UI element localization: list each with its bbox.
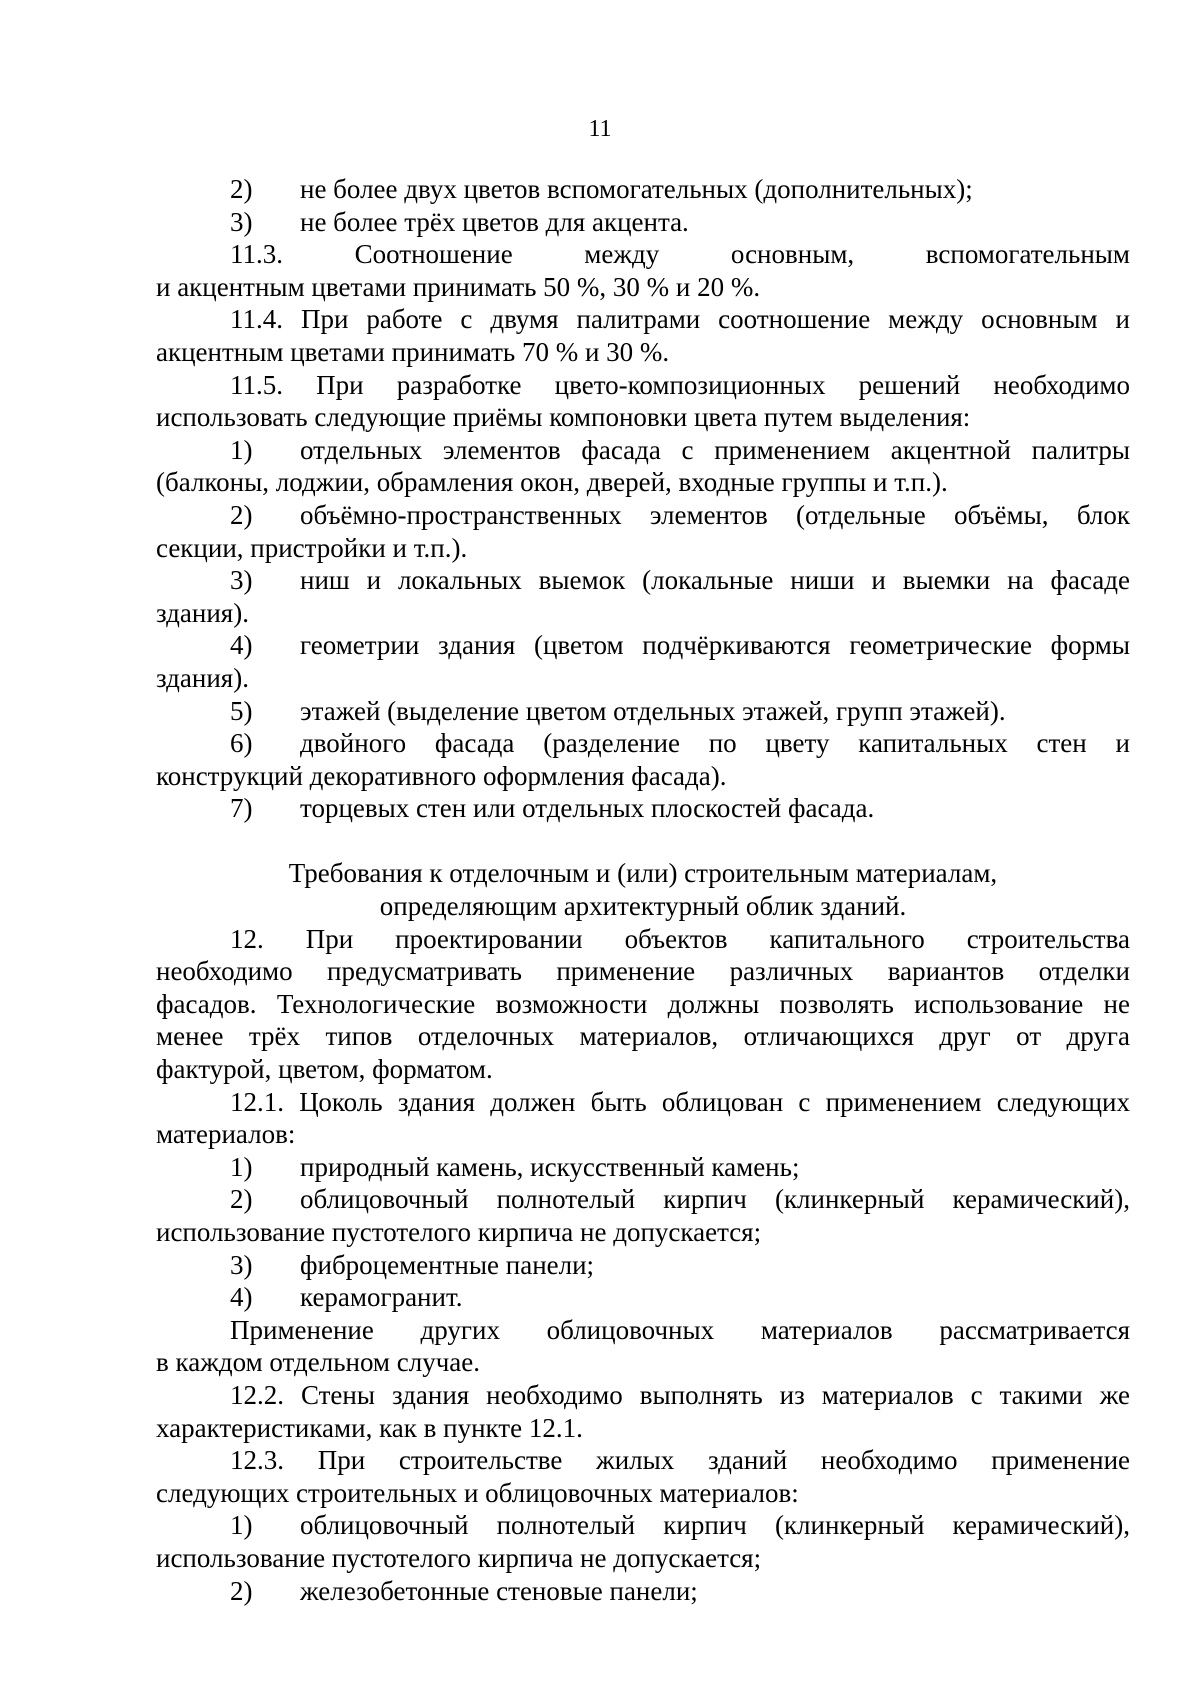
list-item [156, 1575, 1130, 1608]
paragraph-line: использование пустотелого кирпича не допускается; [156, 1217, 762, 1247]
list-marker: 5) [230, 695, 253, 726]
paragraph-first-line: 12.2. Стены здания необходимо выполнять из материалов с такими же [230, 1379, 1130, 1410]
blank-line [156, 825, 1130, 858]
list-item-text: не более трёх цветов для акцента. [300, 206, 689, 237]
page-number: 11 [588, 116, 612, 142]
list-marker: 1) [230, 1151, 253, 1182]
list-marker: 1) [230, 1510, 253, 1541]
list-item-text: керамогранит. [300, 1282, 463, 1313]
list-item [156, 206, 1130, 239]
list-marker: 3) [230, 206, 253, 237]
paragraph-line: материалов: [156, 1119, 296, 1150]
list-item [156, 1151, 1130, 1184]
paragraph-line: секции, пристройки и т.п.). [156, 532, 468, 563]
list-marker: 2) [230, 499, 253, 530]
paragraph-first-line: 11.5. При разработке цвето-композиционных решений необходимо [230, 369, 1130, 400]
list-marker: 2) [230, 174, 253, 204]
list-marker: 1) [230, 434, 253, 465]
paragraph-line: здания). [156, 662, 249, 693]
list-marker: 7) [230, 793, 253, 824]
paragraph-line: использование пустотелого кирпича не допускается; [156, 1542, 762, 1573]
list-marker: 2) [230, 1184, 253, 1215]
list-item [156, 434, 1130, 467]
list-item-text: двойного фасада (разделение по цвету капитальных стен и [300, 728, 1130, 759]
list-marker: 3) [230, 1249, 253, 1280]
paragraph-line: конструкций декоративного оформления фасада). [156, 760, 727, 791]
paragraph-line: использовать следующие приёмы компоновки цвета путем выделения: [156, 402, 971, 433]
list-item-text: торцевых стен или отдельных плоскостей фасада. [300, 793, 875, 824]
document-body [156, 173, 1130, 1607]
paragraph-line: и акцентным цветами принимать 50 %, 30 % и 20 %. [156, 271, 761, 302]
list-item-text: ниш и локальных выемок (локальные ниши и выемки на фасаде [300, 565, 1130, 596]
list-item-text: природный камень, искусственный камень; [300, 1151, 800, 1182]
list-marker: 4) [230, 1282, 253, 1313]
list-item [156, 1509, 1130, 1542]
list-item [156, 792, 1130, 825]
section-heading-line: определяющим архитектурный облик зданий. [379, 891, 907, 922]
paragraph-first-line: Применение других облицовочных материалов рассматривается [230, 1314, 1130, 1345]
list-item-text: фиброцементные панели; [300, 1249, 595, 1280]
list-item [156, 629, 1130, 662]
list-item-text: железобетонные стеновые панели; [300, 1575, 698, 1606]
paragraph-line: необходимо предусматривать применение различных вариантов отделки [156, 956, 1130, 987]
list-item [156, 499, 1130, 532]
list-marker: 6) [230, 728, 253, 759]
paragraph-line: характеристиками, как в пункте 12.1. [156, 1412, 583, 1443]
paragraph-line: фактурой, цветом, форматом. [156, 1054, 493, 1085]
list-item [156, 564, 1130, 597]
list-item-text: облицовочный полнотелый кирпич (клинкерный керамический), [300, 1510, 1130, 1541]
list-item [156, 695, 1130, 728]
paragraph-line: фасадов. Технологические возможности должны позволять использование не [156, 988, 1130, 1019]
paragraph-line: в каждом отдельном случае. [156, 1347, 481, 1378]
paragraph-first-line: 12.3. При строительстве жилых зданий необходимо применение [230, 1445, 1130, 1476]
list-item [156, 1281, 1130, 1314]
list-marker: 3) [230, 565, 253, 596]
paragraph-first-line: 11.3. Соотношение между основным, вспомогательным [230, 239, 1130, 270]
paragraph-line: следующих строительных и облицовочных материалов: [156, 1477, 799, 1508]
list-item [156, 173, 1130, 206]
paragraph-line: (балконы, лоджии, обрамления окон, дверей, входные группы и т.п.). [156, 467, 948, 498]
list-marker: 2) [230, 1575, 253, 1606]
paragraph-first-line: 12.1. Цоколь здания должен быть облицован с применением следующих [230, 1086, 1130, 1117]
list-item-text: геометрии здания (цветом подчёркиваются геометрические формы [300, 630, 1130, 661]
list-item-text: объёмно-пространственных элементов (отдельные объёмы, блок [300, 499, 1130, 530]
paragraph-line: менее трёх типов отделочных материалов, отличающихся друг от друга [156, 1021, 1130, 1052]
paragraph-first-line: 12. При проектировании объектов капитального строительства [230, 923, 1130, 954]
list-item-text: облицовочный полнотелый кирпич (клинкерный керамический), [300, 1184, 1130, 1215]
list-item-text: отдельных элементов фасада с применением акцентной палитры [300, 434, 1130, 465]
list-item [156, 727, 1130, 760]
list-marker: 4) [230, 630, 253, 661]
paragraph-line: акцентным цветами принимать 70 % и 30 %. [156, 336, 670, 367]
list-item [156, 1249, 1130, 1282]
section-heading-line: Требования к отделочным и (или) строительным материалам, [288, 858, 998, 889]
list-item [156, 1183, 1130, 1216]
paragraph-line: здания). [156, 597, 249, 628]
paragraph-first-line: 11.4. При работе с двумя палитрами соотношение между основным и [230, 304, 1130, 335]
list-item-text: не более двух цветов вспомогательных (дополнительных); [300, 174, 973, 204]
list-item-text: этажей (выделение цветом отдельных этажей, групп этажей). [300, 695, 1006, 726]
